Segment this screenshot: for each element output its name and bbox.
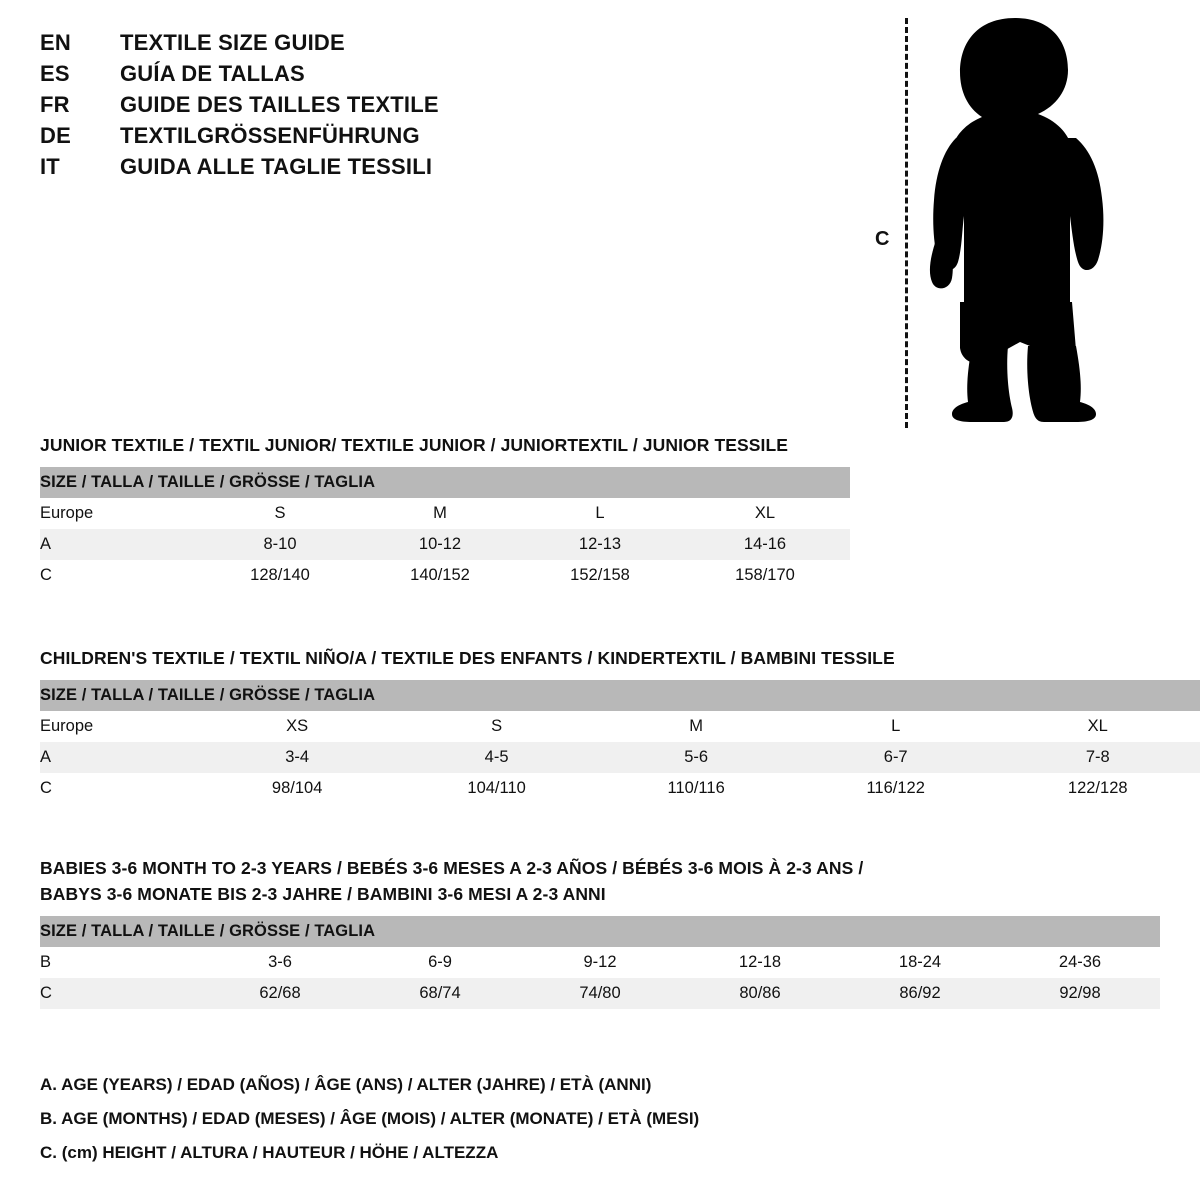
cell-value: 62/68 (200, 978, 360, 1009)
table-row (40, 978, 1160, 1009)
language-row (40, 92, 600, 123)
table-row (40, 498, 850, 529)
section-title: CHILDREN'S TEXTILE / TEXTIL NIÑO/A / TEXTILE DES ENFANTS / KINDERTEXTIL / BAMBINI TESSILE (40, 648, 895, 668)
table-row (40, 560, 850, 591)
cell-value: 6-9 (360, 947, 520, 978)
table-row (40, 947, 1160, 978)
cell-value: 98/104 (197, 773, 396, 804)
row-label: A (40, 742, 197, 773)
language-title: GUIDE DES TAILLES TEXTILE (120, 92, 439, 117)
cell-value: 8-10 (200, 529, 360, 560)
cell-value: 140/152 (360, 560, 520, 591)
legend-line-a: A. AGE (YEARS) / EDAD (AÑOS) / ÂGE (ANS) / ALTER (JAHRE) / ETÀ (ANNI) (40, 1075, 652, 1094)
language-title: GUIDA ALLE TAGLIE TESSILI (120, 154, 433, 179)
child-figure-diagram (875, 10, 1145, 430)
cell-value: 7-8 (995, 742, 1200, 773)
cell-value: 152/158 (520, 560, 680, 591)
section-babies-textile (40, 855, 1160, 1009)
height-dashed-line (905, 18, 908, 428)
row-label: Europe (40, 498, 200, 529)
cell-value: 10-12 (360, 529, 520, 560)
cell-value: 9-12 (520, 947, 680, 978)
language-title: TEXTILGRÖSSENFÜHRUNG (120, 123, 420, 148)
language-row (40, 123, 600, 154)
cell-value: 3-6 (200, 947, 360, 978)
cell-value: L (796, 711, 996, 742)
cell-value: 128/140 (200, 560, 360, 591)
cell-value: 6-7 (796, 742, 996, 773)
language-code: DE (40, 123, 71, 148)
table-header-row (40, 467, 850, 498)
cell-value: 92/98 (1000, 978, 1160, 1009)
row-label: B (40, 947, 200, 978)
cell-value: M (596, 711, 796, 742)
babies-size-table (40, 916, 1160, 1009)
language-row (40, 30, 600, 61)
row-label: C (40, 560, 200, 591)
section-title: JUNIOR TEXTILE / TEXTIL JUNIOR/ TEXTILE JUNIOR / JUNIORTEXTIL / JUNIOR TESSILE (40, 435, 789, 455)
children-size-table (40, 680, 1200, 804)
cell-value: 104/110 (397, 773, 597, 804)
section-title: BABIES 3-6 MONTH TO 2-3 YEARS / BEBÉS 3-6 MESES A 2-3 AÑOS / BÉBÉS 3-6 MOIS À 2-3 ANS / (40, 858, 864, 878)
language-title: TEXTILE SIZE GUIDE (120, 30, 345, 55)
legend-line-b: B. AGE (MONTHS) / EDAD (MESES) / ÂGE (MOIS) / ALTER (MONATE) / ETÀ (MESI) (40, 1109, 700, 1128)
cell-value: M (360, 498, 520, 529)
legend-line-c: C. (cm) HEIGHT / ALTURA / HAUTEUR / HÖHE / ALTEZZA (40, 1143, 499, 1162)
section-junior-textile (40, 432, 850, 591)
cell-value: 68/74 (360, 978, 520, 1009)
table-header-row (40, 680, 1200, 711)
cell-value: 12-18 (680, 947, 840, 978)
cell-value: XS (197, 711, 396, 742)
table-header-label: SIZE / TALLA / TAILLE / GRÖSSE / TAGLIA (40, 916, 1160, 947)
language-row (40, 154, 600, 185)
table-header-label: SIZE / TALLA / TAILLE / GRÖSSE / TAGLIA (40, 680, 1200, 711)
language-row (40, 61, 600, 92)
cell-value: XL (680, 498, 850, 529)
language-title: GUÍA DE TALLAS (120, 61, 305, 86)
language-code: FR (40, 92, 70, 117)
cell-value: 80/86 (680, 978, 840, 1009)
toddler-silhouette-icon (920, 10, 1120, 430)
row-label: C (40, 773, 197, 804)
legend-measurements (40, 1068, 699, 1170)
cell-value: S (397, 711, 597, 742)
cell-value: 18-24 (840, 947, 1000, 978)
row-label: A (40, 529, 200, 560)
table-row (40, 711, 1200, 742)
table-row (40, 773, 1200, 804)
header-language-titles (40, 30, 600, 185)
table-header-label: SIZE / TALLA / TAILLE / GRÖSSE / TAGLIA (40, 467, 850, 498)
table-row (40, 742, 1200, 773)
cell-value: 158/170 (680, 560, 850, 591)
cell-value: 12-13 (520, 529, 680, 560)
table-row (40, 529, 850, 560)
cell-value: 86/92 (840, 978, 1000, 1009)
cell-value: 4-5 (397, 742, 597, 773)
language-code: IT (40, 154, 60, 179)
cell-value: L (520, 498, 680, 529)
table-header-row (40, 916, 1160, 947)
junior-size-table (40, 467, 850, 591)
cell-value: 14-16 (680, 529, 850, 560)
language-code: ES (40, 61, 70, 86)
cell-value: 116/122 (796, 773, 996, 804)
cell-value: 122/128 (995, 773, 1200, 804)
cell-value: S (200, 498, 360, 529)
cell-value: 110/116 (596, 773, 796, 804)
cell-value: 24-36 (1000, 947, 1160, 978)
height-measure-label: C (875, 228, 890, 250)
cell-value: 74/80 (520, 978, 680, 1009)
row-label: C (40, 978, 200, 1009)
cell-value: 5-6 (596, 742, 796, 773)
cell-value: XL (995, 711, 1200, 742)
language-code: EN (40, 30, 71, 55)
cell-value: 3-4 (197, 742, 396, 773)
section-childrens-textile (40, 645, 1200, 804)
row-label: Europe (40, 711, 197, 742)
section-title-line2: BABYS 3-6 MONATE BIS 2-3 JAHRE / BAMBINI 3-6 MESI A 2-3 ANNI (40, 884, 606, 904)
